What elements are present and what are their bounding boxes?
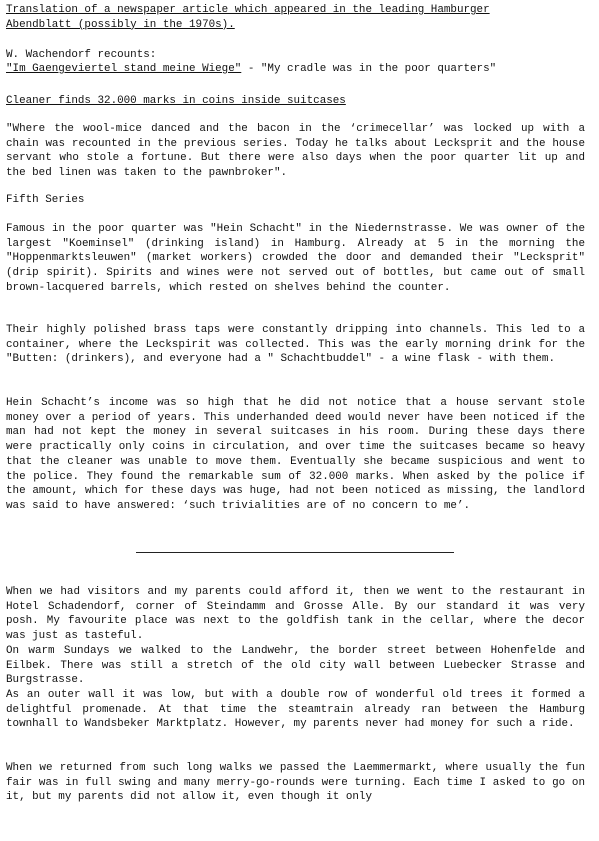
translation-note [6,3,585,32]
paragraph-outer-wall: As an outer wall it was low, but with a double row of wonderful old trees it formed a delightful promenade. At that time the steamtrain already ran between the Hamburg townhall to Wandsbeker Marktplatz. However, my parents never had money for such a ride. [6,689,585,731]
section-divider [136,552,454,553]
paragraph-house-servant: Hein Schacht’s income was so high that he did not notice that a house servant stole money over a period of years. This underhanded deed would never have been noticed if the man had not kept the money in several suitcases in his room. During these days there were practically only coins in circulation, and over time the suitcases became so heavy that the cleaner was unable to move them. Eventually she became suspicious and went to the police. They found the remarkable sum of 32.000 marks. When asked by the police if the amount, which for these days was huge, had not been noticed as missing, the landlord was said to have answered: ‘such trivialities are of no concern to me’. [6,397,585,512]
article-title [6,62,585,77]
title-english: "My cradle was in the poor quarters" [260,63,497,75]
headline: Cleaner finds 32.000 marks in coins inside suitcases [6,95,346,107]
title-german: "Im Gaengeviertel stand meine Wiege" [6,63,242,75]
translation-note-line-2: Abendblatt (possibly in the 1970s). [6,18,235,31]
paragraph-laemmermarkt: When we returned from such long walks we passed the Laemmermarkt, where usually the fun fair was in full swing and many merry-go-rounds were turning. Each time I asked to go on it, but my parents did not allow it, even though it only [6,762,585,804]
translation-note-line-1: Translation of a newspaper article which appeared in the leading Hamburger [6,4,490,16]
series-label: Fifth Series [6,194,85,206]
paragraph-restaurant: When we had visitors and my parents could afford it, then we went to the restaurant in Hotel Schadendorf, corner of Steindamm and Grosse Alle. By our standard it was very posh. My favourite place was next to the goldfish tank in the cellar, where the decor was just as tasteful. [6,586,585,643]
title-separator: - [241,63,261,75]
paragraph-hein-schacht: Famous in the poor quarter was "Hein Schacht" in the Niedernstrasse. We was owner of the largest "Koeminsel" (drinking island) in Hamburg. Already at 5 in the morning the "Hoppenmarktsleuwen" (market workers) crowded the door and demanded their "Lecksprit" (drip spirit). Spirits and wines were not served out of bottles, but came out of small brown-lacquered barrels, which rested on shelves behind the counter. [6,223,585,294]
paragraph-brass-taps: Their highly polished brass taps were constantly dripping into channels. This led to a container, where the Leckspirit was collected. This was the early morning drink for the "Butten: (drinkers), and everyone had a " Schachtbuddel" - a wine flask - with them. [6,324,585,366]
author-line: W. Wachendorf recounts: [6,49,157,61]
intro-paragraph: "Where the wool-mice danced and the bacon in the ‘crimecellar’ was locked up with a chain was recounted in the previous series. Today he talks about Lecksprit and the house servant who stole a fortune. But there were also days when the poor quarter lit up and the bed linen was taken to the pawnbroker". [6,123,585,180]
paragraph-landwehr: On warm Sundays we walked to the Landwehr, the border street between Hohenfelde and Eilbek. There was still a stretch of the old city wall between Luebecker Strasse and Burgstrasse. [6,645,585,687]
